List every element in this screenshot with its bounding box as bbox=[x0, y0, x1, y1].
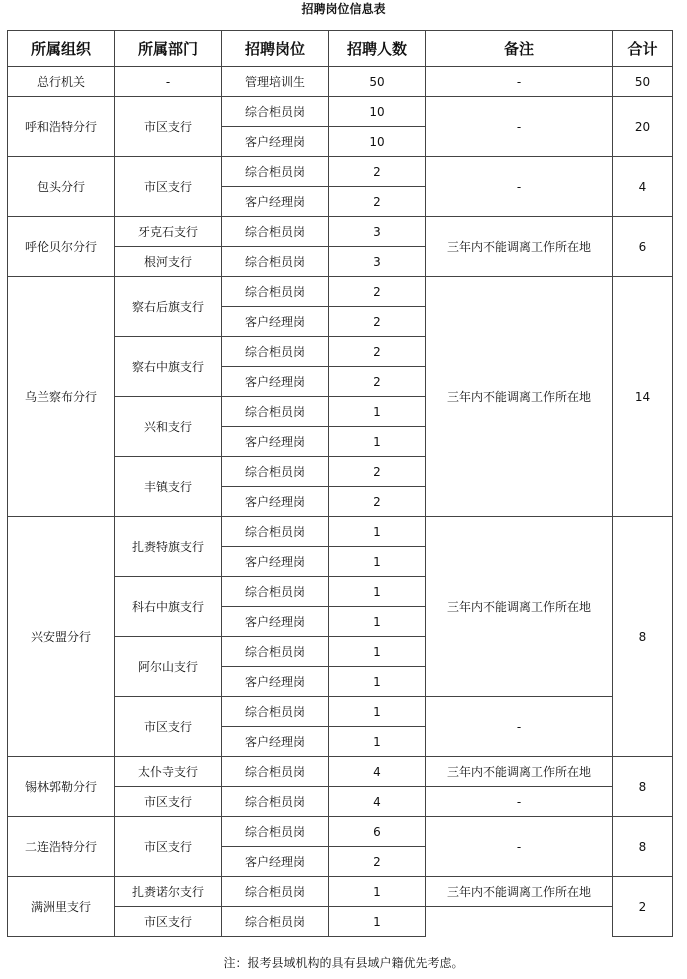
count-cell: 1 bbox=[329, 547, 426, 577]
count-cell: 4 bbox=[329, 787, 426, 817]
post-cell: 客户经理岗 bbox=[222, 847, 329, 877]
count-cell: 1 bbox=[329, 667, 426, 697]
post-cell: 综合柜员岗 bbox=[222, 697, 329, 727]
total-cell: 2 bbox=[613, 877, 673, 937]
remark-cell: 三年内不能调离工作所在地 bbox=[426, 517, 613, 697]
org-cell: 兴安盟分行 bbox=[8, 517, 115, 757]
post-cell: 综合柜员岗 bbox=[222, 637, 329, 667]
count-cell: 1 bbox=[329, 697, 426, 727]
dept-cell: 科右中旗支行 bbox=[115, 577, 222, 637]
count-cell: 1 bbox=[329, 637, 426, 667]
dept-cell: 市区支行 bbox=[115, 787, 222, 817]
post-cell: 综合柜员岗 bbox=[222, 397, 329, 427]
remark-cell: 三年内不能调离工作所在地 bbox=[426, 217, 613, 277]
post-cell: 客户经理岗 bbox=[222, 667, 329, 697]
remark-cell: - bbox=[426, 817, 613, 877]
post-cell: 综合柜员岗 bbox=[222, 787, 329, 817]
count-cell: 4 bbox=[329, 757, 426, 787]
table-row bbox=[8, 817, 673, 847]
dept-cell: 扎赉特旗支行 bbox=[115, 517, 222, 577]
table-row bbox=[8, 757, 673, 787]
count-cell: 2 bbox=[329, 457, 426, 487]
org-cell: 总行机关 bbox=[8, 67, 115, 97]
count-cell: 2 bbox=[329, 307, 426, 337]
count-cell: 1 bbox=[329, 577, 426, 607]
post-cell: 客户经理岗 bbox=[222, 547, 329, 577]
org-cell: 锡林郭勒分行 bbox=[8, 757, 115, 817]
count-cell: 10 bbox=[329, 97, 426, 127]
header-post: 招聘岗位 bbox=[222, 31, 329, 67]
table-row bbox=[8, 877, 673, 907]
count-cell: 3 bbox=[329, 217, 426, 247]
dept-cell: 察右后旗支行 bbox=[115, 277, 222, 337]
table-body bbox=[8, 67, 673, 937]
post-cell: 客户经理岗 bbox=[222, 727, 329, 757]
total-cell: 50 bbox=[613, 67, 673, 97]
post-cell: 综合柜员岗 bbox=[222, 577, 329, 607]
dept-cell: 市区支行 bbox=[115, 697, 222, 757]
dept-cell: - bbox=[115, 67, 222, 97]
post-cell: 客户经理岗 bbox=[222, 187, 329, 217]
org-cell: 呼和浩特分行 bbox=[8, 97, 115, 157]
org-cell: 乌兰察布分行 bbox=[8, 277, 115, 517]
org-cell: 包头分行 bbox=[8, 157, 115, 217]
org-cell: 满洲里支行 bbox=[8, 877, 115, 937]
total-cell: 20 bbox=[613, 97, 673, 157]
total-cell: 4 bbox=[613, 157, 673, 217]
post-cell: 客户经理岗 bbox=[222, 307, 329, 337]
table-row bbox=[8, 517, 673, 547]
header-dept: 所属部门 bbox=[115, 31, 222, 67]
header-remark: 备注 bbox=[426, 31, 613, 67]
total-cell: 6 bbox=[613, 217, 673, 277]
count-cell: 2 bbox=[329, 337, 426, 367]
header-org: 所属组织 bbox=[8, 31, 115, 67]
count-cell: 1 bbox=[329, 907, 426, 937]
count-cell: 2 bbox=[329, 367, 426, 397]
post-cell: 综合柜员岗 bbox=[222, 337, 329, 367]
footnote: 注：报考县域机构的具有县域户籍优先考虑。 bbox=[223, 956, 464, 970]
post-cell: 综合柜员岗 bbox=[222, 217, 329, 247]
count-cell: 6 bbox=[329, 817, 426, 847]
post-cell: 综合柜员岗 bbox=[222, 817, 329, 847]
header-total: 合计 bbox=[613, 31, 673, 67]
table-row bbox=[8, 217, 673, 247]
recruitment-table bbox=[7, 30, 673, 937]
dept-cell: 太仆寺支行 bbox=[115, 757, 222, 787]
remark-cell: 三年内不能调离工作所在地 bbox=[426, 277, 613, 517]
remark-cell: 三年内不能调离工作所在地 bbox=[426, 877, 613, 907]
post-cell: 客户经理岗 bbox=[222, 367, 329, 397]
post-cell: 客户经理岗 bbox=[222, 427, 329, 457]
post-cell: 客户经理岗 bbox=[222, 487, 329, 517]
remark-cell: - bbox=[426, 67, 613, 97]
table-row bbox=[8, 157, 673, 187]
dept-cell: 根河支行 bbox=[115, 247, 222, 277]
table-row bbox=[8, 97, 673, 127]
count-cell: 1 bbox=[329, 877, 426, 907]
count-cell: 2 bbox=[329, 277, 426, 307]
dept-cell: 阿尔山支行 bbox=[115, 637, 222, 697]
count-cell: 2 bbox=[329, 187, 426, 217]
dept-cell: 牙克石支行 bbox=[115, 217, 222, 247]
org-cell: 呼伦贝尔分行 bbox=[8, 217, 115, 277]
count-cell: 10 bbox=[329, 127, 426, 157]
post-cell: 综合柜员岗 bbox=[222, 157, 329, 187]
post-cell: 综合柜员岗 bbox=[222, 757, 329, 787]
post-cell: 综合柜员岗 bbox=[222, 517, 329, 547]
count-cell: 1 bbox=[329, 727, 426, 757]
count-cell: 2 bbox=[329, 157, 426, 187]
dept-cell: 市区支行 bbox=[115, 97, 222, 157]
dept-cell: 丰镇支行 bbox=[115, 457, 222, 517]
org-cell: 二连浩特分行 bbox=[8, 817, 115, 877]
dept-cell: 兴和支行 bbox=[115, 397, 222, 457]
dept-cell: 扎赉诺尔支行 bbox=[115, 877, 222, 907]
post-cell: 综合柜员岗 bbox=[222, 97, 329, 127]
post-cell: 客户经理岗 bbox=[222, 127, 329, 157]
dept-cell: 市区支行 bbox=[115, 907, 222, 937]
count-cell: 1 bbox=[329, 517, 426, 547]
total-cell: 8 bbox=[613, 757, 673, 817]
dept-cell: 市区支行 bbox=[115, 157, 222, 217]
count-cell: 2 bbox=[329, 847, 426, 877]
count-cell: 1 bbox=[329, 397, 426, 427]
post-cell: 综合柜员岗 bbox=[222, 277, 329, 307]
post-cell: 客户经理岗 bbox=[222, 607, 329, 637]
remark-cell: 三年内不能调离工作所在地 bbox=[426, 757, 613, 787]
post-cell: 综合柜员岗 bbox=[222, 457, 329, 487]
post-cell: 管理培训生 bbox=[222, 67, 329, 97]
remark-cell: - bbox=[426, 787, 613, 817]
post-cell: 综合柜员岗 bbox=[222, 247, 329, 277]
dept-cell: 察右中旗支行 bbox=[115, 337, 222, 397]
count-cell: 3 bbox=[329, 247, 426, 277]
count-cell: 50 bbox=[329, 67, 426, 97]
remark-cell: - bbox=[426, 697, 613, 757]
header-count: 招聘人数 bbox=[329, 31, 426, 67]
header-row bbox=[8, 31, 673, 67]
table-row bbox=[8, 67, 673, 97]
remark-cell: - bbox=[426, 97, 613, 157]
count-cell: 2 bbox=[329, 487, 426, 517]
total-cell: 8 bbox=[613, 817, 673, 877]
count-cell: 1 bbox=[329, 607, 426, 637]
post-cell: 综合柜员岗 bbox=[222, 907, 329, 937]
total-cell: 8 bbox=[613, 517, 673, 757]
page-title: 招聘岗位信息表 bbox=[301, 2, 386, 16]
total-cell: 14 bbox=[613, 277, 673, 517]
remark-cell: - bbox=[426, 157, 613, 217]
count-cell: 1 bbox=[329, 427, 426, 457]
post-cell: 综合柜员岗 bbox=[222, 877, 329, 907]
dept-cell: 市区支行 bbox=[115, 817, 222, 877]
table-row bbox=[8, 277, 673, 307]
